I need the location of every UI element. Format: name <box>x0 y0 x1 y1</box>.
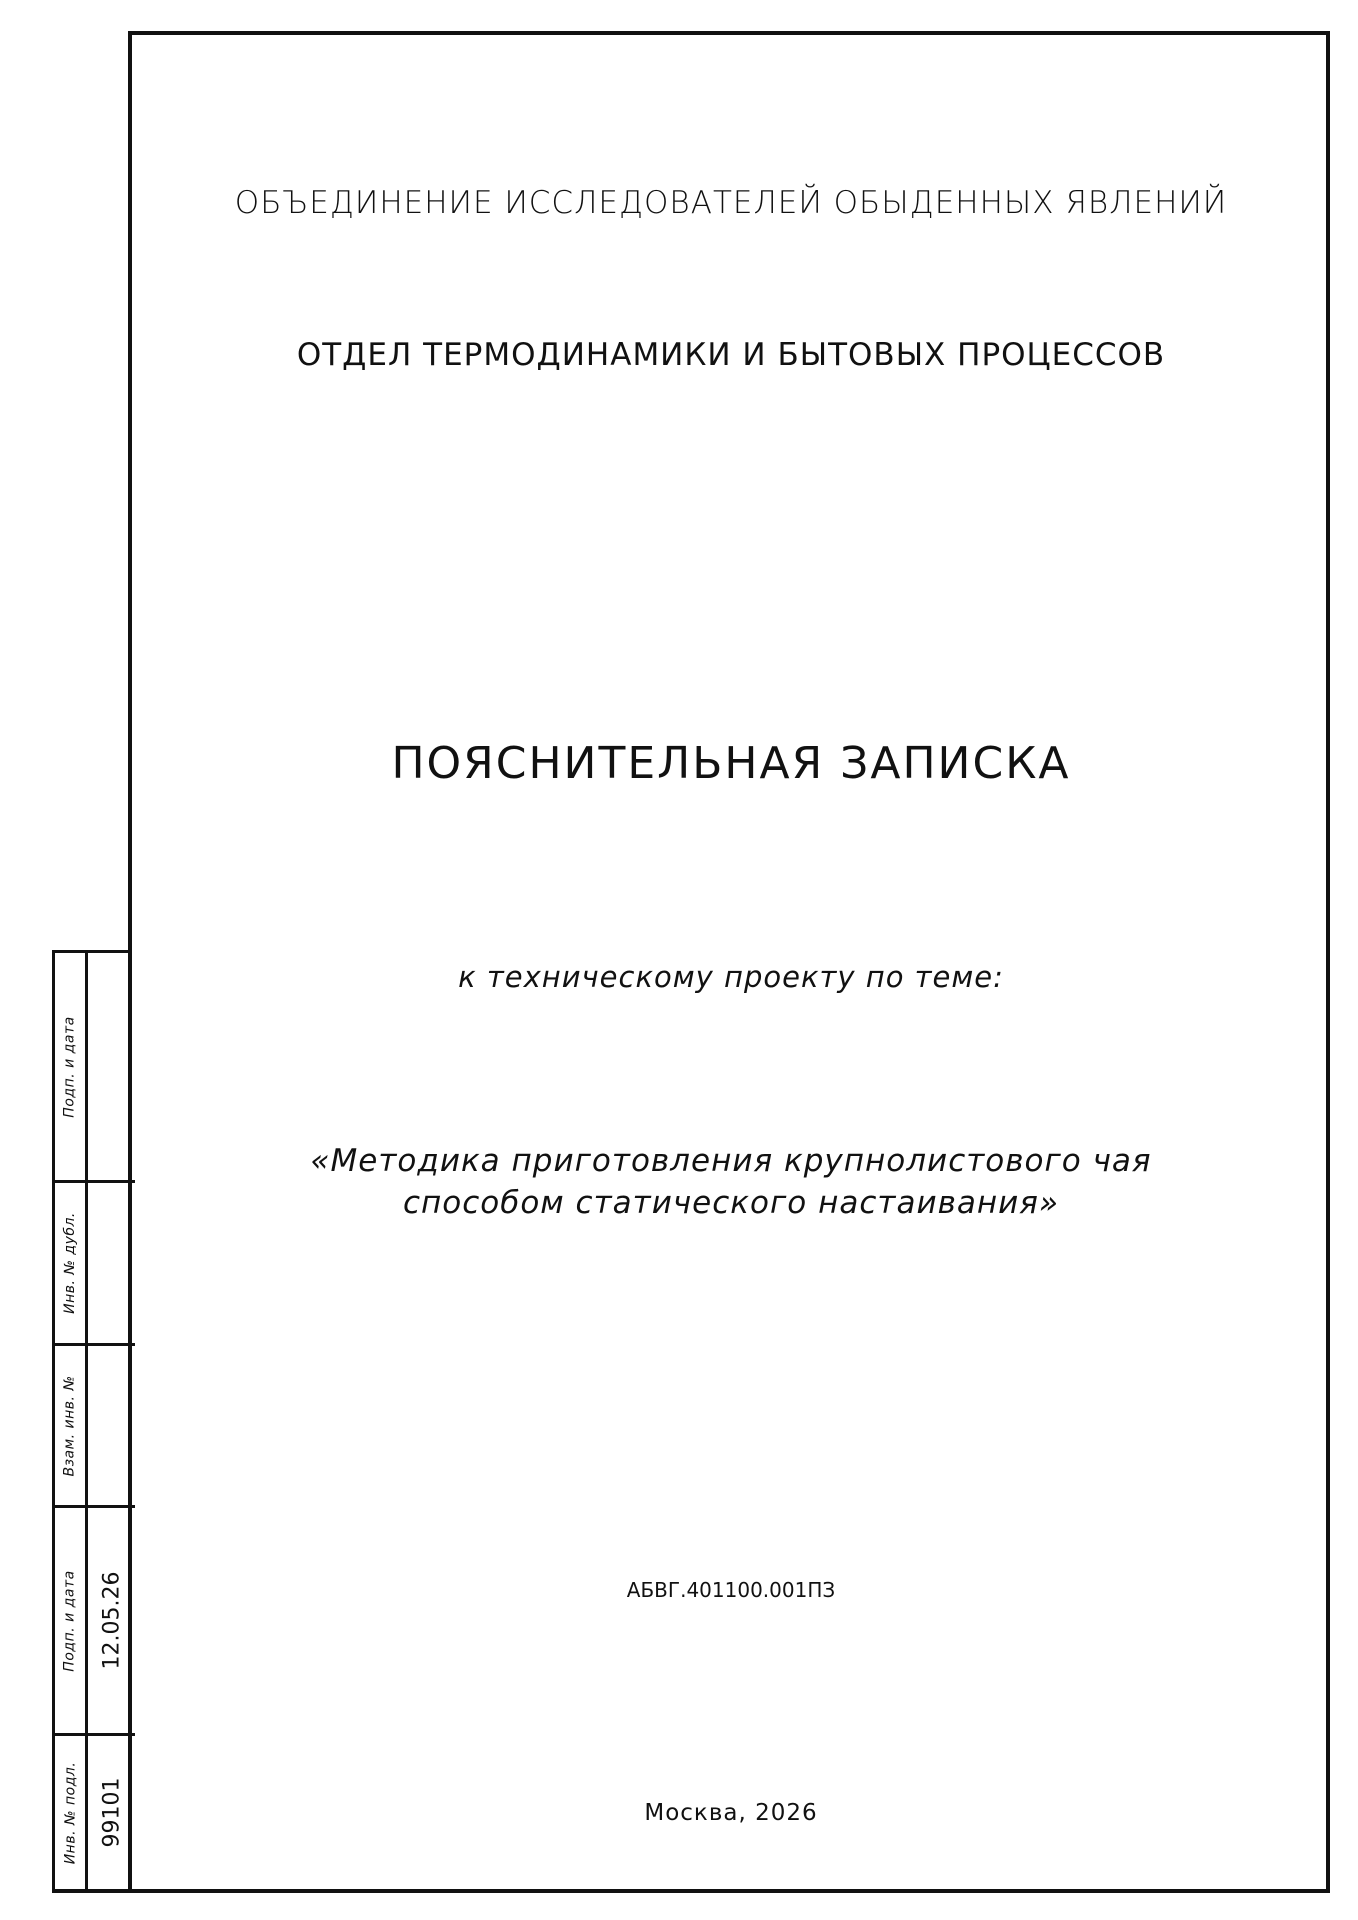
stamp-value-replace-inv <box>88 1346 135 1505</box>
stamp-value-orig-inv: 99101 <box>99 1777 124 1848</box>
stamp-value-sign-date-1 <box>88 953 135 1180</box>
stamp-label-orig-inv: Инв. № подл. <box>62 1761 78 1864</box>
side-stamp <box>52 950 132 1893</box>
stamp-label-sign-date-1: Подп. и дата <box>62 1015 78 1118</box>
document-code: АБВГ.401100.001ПЗ <box>626 1578 836 1602</box>
project-topic-line-1: «Методика приготовления крупнолистового чая <box>310 1143 1152 1179</box>
city-year: Москва, 2026 <box>644 1800 818 1826</box>
stamp-label-dup-inv: Инв. № дубл. <box>62 1212 79 1314</box>
stamp-value-sign-date-2: 12.05.26 <box>99 1571 124 1670</box>
stamp-value-dup-inv <box>88 1183 135 1343</box>
stamp-label-replace-inv: Взам. инв. № <box>62 1374 78 1477</box>
project-topic-line-2: способом статического настаивания» <box>402 1185 1060 1221</box>
project-topic <box>132 1140 1330 1224</box>
stamp-label-sign-date-2: Подп. и дата <box>62 1569 78 1672</box>
organization-name: ОБЪЕДИНЕНИЕ ИССЛЕДОВАТЕЛЕЙ ОБЫДЕННЫХ ЯВЛЕНИЙ <box>234 185 1228 221</box>
department-name: ОТДЕЛ ТЕРМОДИНАМИКИ И БЫТОВЫХ ПРОЦЕССОВ <box>296 337 1166 373</box>
document-title: ПОЯСНИТЕЛЬНАЯ ЗАПИСКА <box>391 738 1071 789</box>
document-subtitle: к техническому проекту по теме: <box>458 960 1004 994</box>
